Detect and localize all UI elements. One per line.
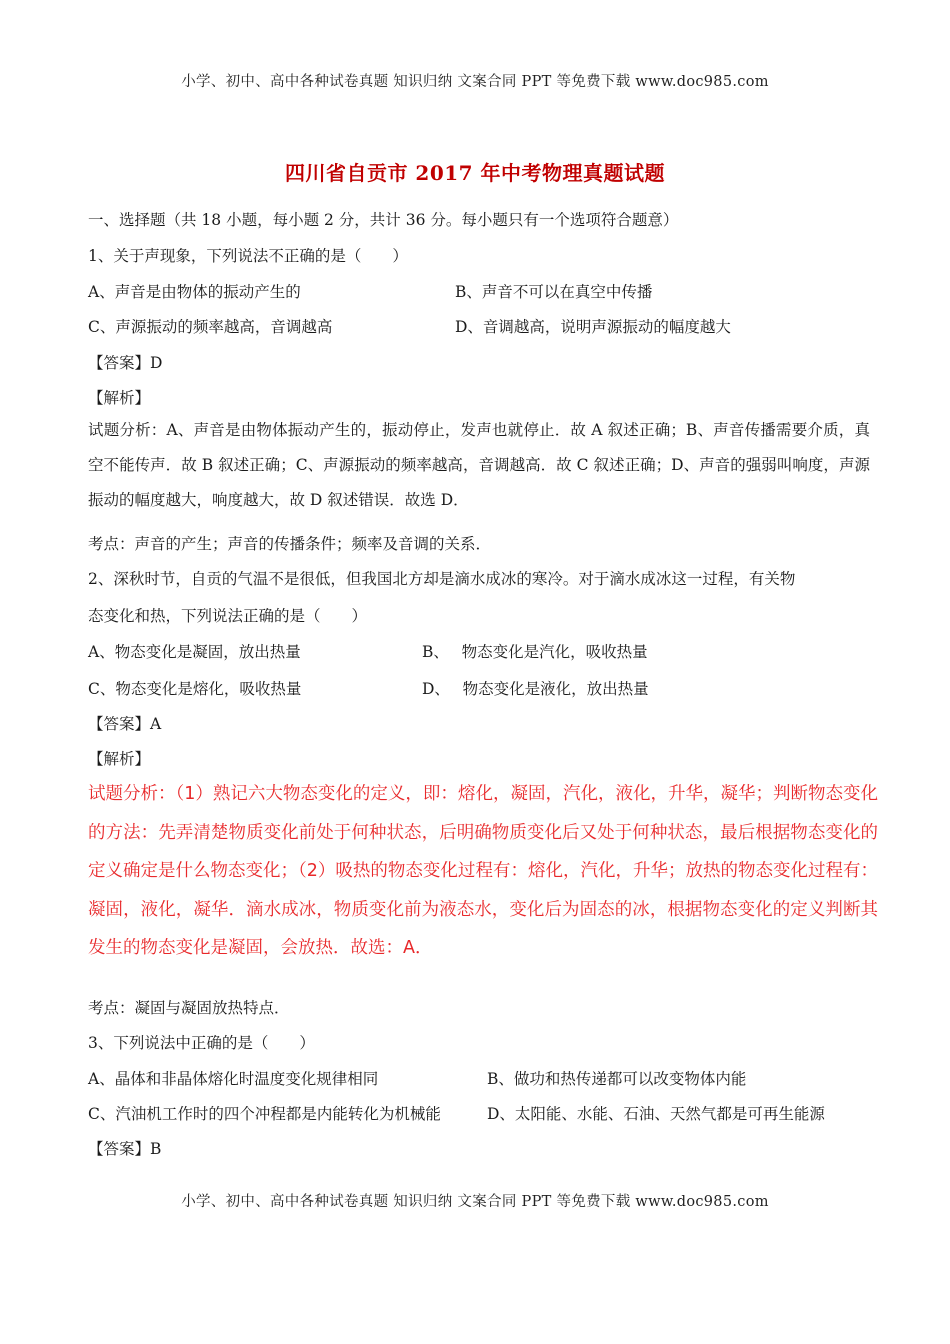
q1-option-c: C、声源振动的频率越高，音调越高 [88,318,333,336]
q2-option-a: A、物态变化是凝固，放出热量 [88,643,301,661]
q2-option-d: D、 物态变化是液化，放出热量 [422,680,649,698]
q2-answer: 【答案】A [88,715,162,733]
q3-option-d: D、太阳能、水能、石油、天然气都是可再生能源 [487,1105,825,1123]
q1-option-d: D、音调越高，说明声源振动的幅度越大 [455,318,731,336]
q2-stem-line2: 态变化和热，下列说法正确的是（ ） [88,607,368,625]
q3-answer: 【答案】B [88,1140,162,1158]
q2-stem-line1: 2、深秋时节，自贡的气温不是很低，但我国北方却是滴水成冰的寒冷。对于滴水成冰这一过程，有关物 [88,570,796,588]
q1-option-a: A、声音是由物体的振动产生的 [88,283,301,301]
section-heading: 一、选择题（共 18 小题，每小题 2 分，共计 36 分。每小题只有一个选项符合题意） [88,211,679,229]
q1-answer: 【答案】D [88,354,163,372]
q1-analysis-label: 【解析】 [88,389,151,407]
q2-analysis: 试题分析：（1）熟记六大物态变化的定义，即：熔化，凝固，汽化，液化，升华，凝华；判断物态变化的方法：先弄清楚物质变化前处于何种状态，后明确物质变化后又处于何种状态，最后根据物态变化的定义确定是什么物态变化；（2）吸热的物态变化过程有：熔化，汽化，升华；放热的物态变化过程有：凝固，液化，凝华．滴水成冰，物质变化前为液态水，变化后为固态的冰，根据物态变化的定义判断其发生的物态变化是凝固，会放热．故选：A． [88,784,878,958]
q1-point: 考点：声音的产生；声音的传播条件；频率及音调的关系． [88,535,492,553]
q3-option-c: C、汽油机工作时的四个冲程都是内能转化为机械能 [88,1105,441,1123]
q2-option-c: C、物态变化是熔化，吸收热量 [88,680,302,698]
q1-stem: 1、关于声现象，下列说法不正确的是（ ） [88,247,408,265]
q1-analysis: 试题分析：A、声音是由物体振动产生的，振动停止，发声也就停止．故 A 叙述正确；B、声音传播需要介质，真空不能传声．故 B 叙述正确；C、声源振动的频率越高，音调越高．故 C 叙述正确；D、声音的强弱叫响度，声源振动的幅度越大，响度越大，故 D 叙述错误．故选 D． [88,421,870,509]
q3-option-a: A、晶体和非晶体熔化时温度变化规律相同 [88,1070,379,1088]
page-title: 四川省自贡市 2017 年中考物理真题试题 [284,161,666,185]
page-footer: 小学、初中、高中各种试卷真题 知识归纳 文案合同 PPT 等免费下载 www.doc985.com [181,1194,769,1210]
q2-analysis-label: 【解析】 [88,750,151,768]
q3-stem: 3、下列说法中正确的是（ ） [88,1034,315,1052]
q2-point: 考点：凝固与凝固放热特点． [88,999,290,1017]
q3-option-b: B、做功和热传递都可以改变物体内能 [487,1070,747,1088]
q2-option-b: B、 物态变化是汽化，吸收热量 [422,643,648,661]
q1-option-b: B、声音不可以在真空中传播 [455,283,653,301]
page-header: 小学、初中、高中各种试卷真题 知识归纳 文案合同 PPT 等免费下载 www.doc985.com [181,74,769,90]
